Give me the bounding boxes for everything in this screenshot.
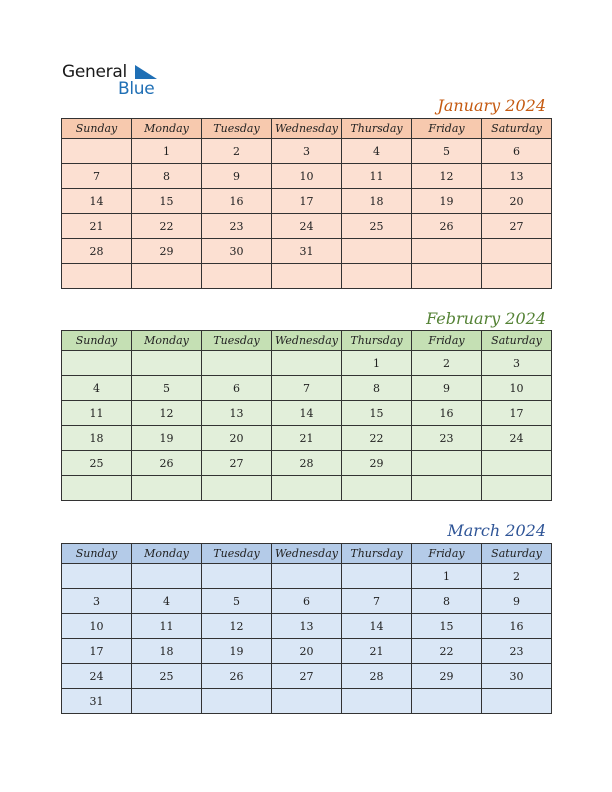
day-cell: 9 bbox=[202, 164, 272, 189]
weekday-header: Friday bbox=[412, 544, 482, 564]
day-cell: 22 bbox=[132, 214, 202, 239]
day-cell: 31 bbox=[272, 239, 342, 264]
weekday-header: Tuesday bbox=[202, 331, 272, 351]
week-row bbox=[62, 189, 552, 214]
day-cell bbox=[482, 689, 552, 714]
day-cell bbox=[482, 264, 552, 289]
weekday-header: Wednesday bbox=[272, 331, 342, 351]
day-cell: 26 bbox=[202, 664, 272, 689]
calendar-table bbox=[61, 118, 552, 289]
day-cell: 18 bbox=[62, 426, 132, 451]
day-cell: 3 bbox=[62, 589, 132, 614]
day-cell: 6 bbox=[272, 589, 342, 614]
day-cell: 9 bbox=[412, 376, 482, 401]
day-cell: 21 bbox=[342, 639, 412, 664]
day-cell bbox=[412, 239, 482, 264]
week-row bbox=[62, 689, 552, 714]
month-title: January 2024 bbox=[437, 96, 546, 115]
day-cell: 13 bbox=[482, 164, 552, 189]
weekday-header: Thursday bbox=[342, 119, 412, 139]
day-cell: 7 bbox=[272, 376, 342, 401]
day-cell bbox=[62, 564, 132, 589]
day-cell bbox=[62, 351, 132, 376]
weekday-header: Monday bbox=[132, 331, 202, 351]
week-row bbox=[62, 664, 552, 689]
day-cell: 16 bbox=[412, 401, 482, 426]
day-cell: 4 bbox=[62, 376, 132, 401]
day-cell bbox=[342, 689, 412, 714]
day-cell: 9 bbox=[482, 589, 552, 614]
day-cell: 12 bbox=[202, 614, 272, 639]
day-cell: 30 bbox=[482, 664, 552, 689]
day-cell: 13 bbox=[272, 614, 342, 639]
weekday-header: Tuesday bbox=[202, 544, 272, 564]
day-cell: 16 bbox=[202, 189, 272, 214]
day-cell bbox=[342, 476, 412, 501]
day-cell: 28 bbox=[272, 451, 342, 476]
day-cell: 11 bbox=[62, 401, 132, 426]
weekday-header: Saturday bbox=[482, 331, 552, 351]
day-cell: 17 bbox=[272, 189, 342, 214]
day-cell: 23 bbox=[202, 214, 272, 239]
week-row bbox=[62, 164, 552, 189]
day-cell bbox=[412, 264, 482, 289]
week-row bbox=[62, 639, 552, 664]
weekday-header: Wednesday bbox=[272, 119, 342, 139]
day-cell bbox=[272, 564, 342, 589]
day-cell bbox=[272, 476, 342, 501]
day-cell bbox=[62, 476, 132, 501]
weekday-header: Friday bbox=[412, 119, 482, 139]
day-cell: 11 bbox=[132, 614, 202, 639]
day-cell: 25 bbox=[132, 664, 202, 689]
day-cell: 17 bbox=[482, 401, 552, 426]
day-cell: 24 bbox=[482, 426, 552, 451]
weekday-header: Monday bbox=[132, 119, 202, 139]
day-cell: 21 bbox=[62, 214, 132, 239]
day-cell: 1 bbox=[132, 139, 202, 164]
weekday-header-row bbox=[62, 331, 552, 351]
day-cell: 26 bbox=[412, 214, 482, 239]
day-cell: 22 bbox=[342, 426, 412, 451]
day-cell bbox=[132, 564, 202, 589]
day-cell: 23 bbox=[412, 426, 482, 451]
day-cell: 27 bbox=[482, 214, 552, 239]
week-row bbox=[62, 614, 552, 639]
week-row bbox=[62, 564, 552, 589]
month-title: February 2024 bbox=[426, 309, 546, 328]
day-cell: 1 bbox=[412, 564, 482, 589]
day-cell: 4 bbox=[132, 589, 202, 614]
day-cell bbox=[202, 476, 272, 501]
day-cell bbox=[272, 351, 342, 376]
day-cell bbox=[482, 239, 552, 264]
day-cell: 12 bbox=[412, 164, 482, 189]
week-row bbox=[62, 589, 552, 614]
day-cell: 23 bbox=[482, 639, 552, 664]
day-cell: 10 bbox=[62, 614, 132, 639]
day-cell: 19 bbox=[412, 189, 482, 214]
weekday-header: Thursday bbox=[342, 544, 412, 564]
week-row bbox=[62, 139, 552, 164]
day-cell bbox=[132, 351, 202, 376]
day-cell: 2 bbox=[482, 564, 552, 589]
week-row bbox=[62, 426, 552, 451]
day-cell: 15 bbox=[342, 401, 412, 426]
day-cell bbox=[62, 139, 132, 164]
day-cell: 3 bbox=[482, 351, 552, 376]
day-cell: 7 bbox=[342, 589, 412, 614]
day-cell: 8 bbox=[132, 164, 202, 189]
day-cell: 20 bbox=[272, 639, 342, 664]
day-cell bbox=[412, 476, 482, 501]
weekday-header: Sunday bbox=[62, 544, 132, 564]
day-cell: 19 bbox=[132, 426, 202, 451]
day-cell bbox=[412, 451, 482, 476]
week-row bbox=[62, 351, 552, 376]
day-cell bbox=[482, 451, 552, 476]
day-cell: 30 bbox=[202, 239, 272, 264]
weekday-header: Saturday bbox=[482, 544, 552, 564]
day-cell: 5 bbox=[412, 139, 482, 164]
day-cell: 25 bbox=[62, 451, 132, 476]
day-cell: 8 bbox=[412, 589, 482, 614]
day-cell: 18 bbox=[132, 639, 202, 664]
day-cell: 31 bbox=[62, 689, 132, 714]
weekday-header: Sunday bbox=[62, 331, 132, 351]
day-cell: 13 bbox=[202, 401, 272, 426]
day-cell bbox=[132, 476, 202, 501]
week-row bbox=[62, 476, 552, 501]
day-cell: 22 bbox=[412, 639, 482, 664]
day-cell: 15 bbox=[132, 189, 202, 214]
weekday-header-row bbox=[62, 119, 552, 139]
weekday-header: Friday bbox=[412, 331, 482, 351]
day-cell bbox=[482, 476, 552, 501]
day-cell: 10 bbox=[272, 164, 342, 189]
brand-logo bbox=[62, 60, 172, 100]
day-cell bbox=[202, 564, 272, 589]
day-cell: 21 bbox=[272, 426, 342, 451]
day-cell: 29 bbox=[412, 664, 482, 689]
day-cell: 5 bbox=[132, 376, 202, 401]
calendar-table bbox=[61, 543, 552, 714]
calendar-table bbox=[61, 330, 552, 501]
day-cell: 14 bbox=[342, 614, 412, 639]
day-cell: 2 bbox=[412, 351, 482, 376]
day-cell bbox=[342, 564, 412, 589]
week-row bbox=[62, 239, 552, 264]
day-cell: 26 bbox=[132, 451, 202, 476]
day-cell: 29 bbox=[342, 451, 412, 476]
day-cell: 18 bbox=[342, 189, 412, 214]
day-cell: 28 bbox=[342, 664, 412, 689]
day-cell bbox=[272, 689, 342, 714]
day-cell bbox=[132, 689, 202, 714]
week-row bbox=[62, 376, 552, 401]
day-cell: 25 bbox=[342, 214, 412, 239]
day-cell: 6 bbox=[202, 376, 272, 401]
day-cell: 5 bbox=[202, 589, 272, 614]
day-cell: 2 bbox=[202, 139, 272, 164]
weekday-header: Saturday bbox=[482, 119, 552, 139]
day-cell: 24 bbox=[62, 664, 132, 689]
day-cell: 8 bbox=[342, 376, 412, 401]
day-cell bbox=[272, 264, 342, 289]
day-cell: 16 bbox=[482, 614, 552, 639]
month-title: March 2024 bbox=[447, 521, 546, 540]
day-cell: 12 bbox=[132, 401, 202, 426]
week-row bbox=[62, 214, 552, 239]
day-cell: 10 bbox=[482, 376, 552, 401]
day-cell bbox=[342, 264, 412, 289]
day-cell bbox=[412, 689, 482, 714]
weekday-header: Wednesday bbox=[272, 544, 342, 564]
logo-word-general: General bbox=[62, 62, 127, 82]
day-cell: 24 bbox=[272, 214, 342, 239]
day-cell: 27 bbox=[272, 664, 342, 689]
weekday-header: Thursday bbox=[342, 331, 412, 351]
day-cell: 27 bbox=[202, 451, 272, 476]
day-cell: 29 bbox=[132, 239, 202, 264]
weekday-header: Monday bbox=[132, 544, 202, 564]
day-cell: 15 bbox=[412, 614, 482, 639]
day-cell: 20 bbox=[482, 189, 552, 214]
day-cell bbox=[62, 264, 132, 289]
day-cell bbox=[202, 264, 272, 289]
day-cell bbox=[202, 689, 272, 714]
weekday-header: Sunday bbox=[62, 119, 132, 139]
day-cell: 14 bbox=[62, 189, 132, 214]
logo-triangle-icon bbox=[135, 65, 157, 79]
day-cell: 28 bbox=[62, 239, 132, 264]
day-cell bbox=[202, 351, 272, 376]
day-cell: 19 bbox=[202, 639, 272, 664]
day-cell: 17 bbox=[62, 639, 132, 664]
week-row bbox=[62, 401, 552, 426]
day-cell: 6 bbox=[482, 139, 552, 164]
weekday-header-row bbox=[62, 544, 552, 564]
day-cell: 4 bbox=[342, 139, 412, 164]
weekday-header: Tuesday bbox=[202, 119, 272, 139]
day-cell: 20 bbox=[202, 426, 272, 451]
week-row bbox=[62, 451, 552, 476]
day-cell: 7 bbox=[62, 164, 132, 189]
day-cell: 3 bbox=[272, 139, 342, 164]
day-cell: 14 bbox=[272, 401, 342, 426]
logo-word-blue: Blue bbox=[118, 79, 155, 99]
week-row bbox=[62, 264, 552, 289]
day-cell: 1 bbox=[342, 351, 412, 376]
day-cell: 11 bbox=[342, 164, 412, 189]
day-cell bbox=[342, 239, 412, 264]
day-cell bbox=[132, 264, 202, 289]
